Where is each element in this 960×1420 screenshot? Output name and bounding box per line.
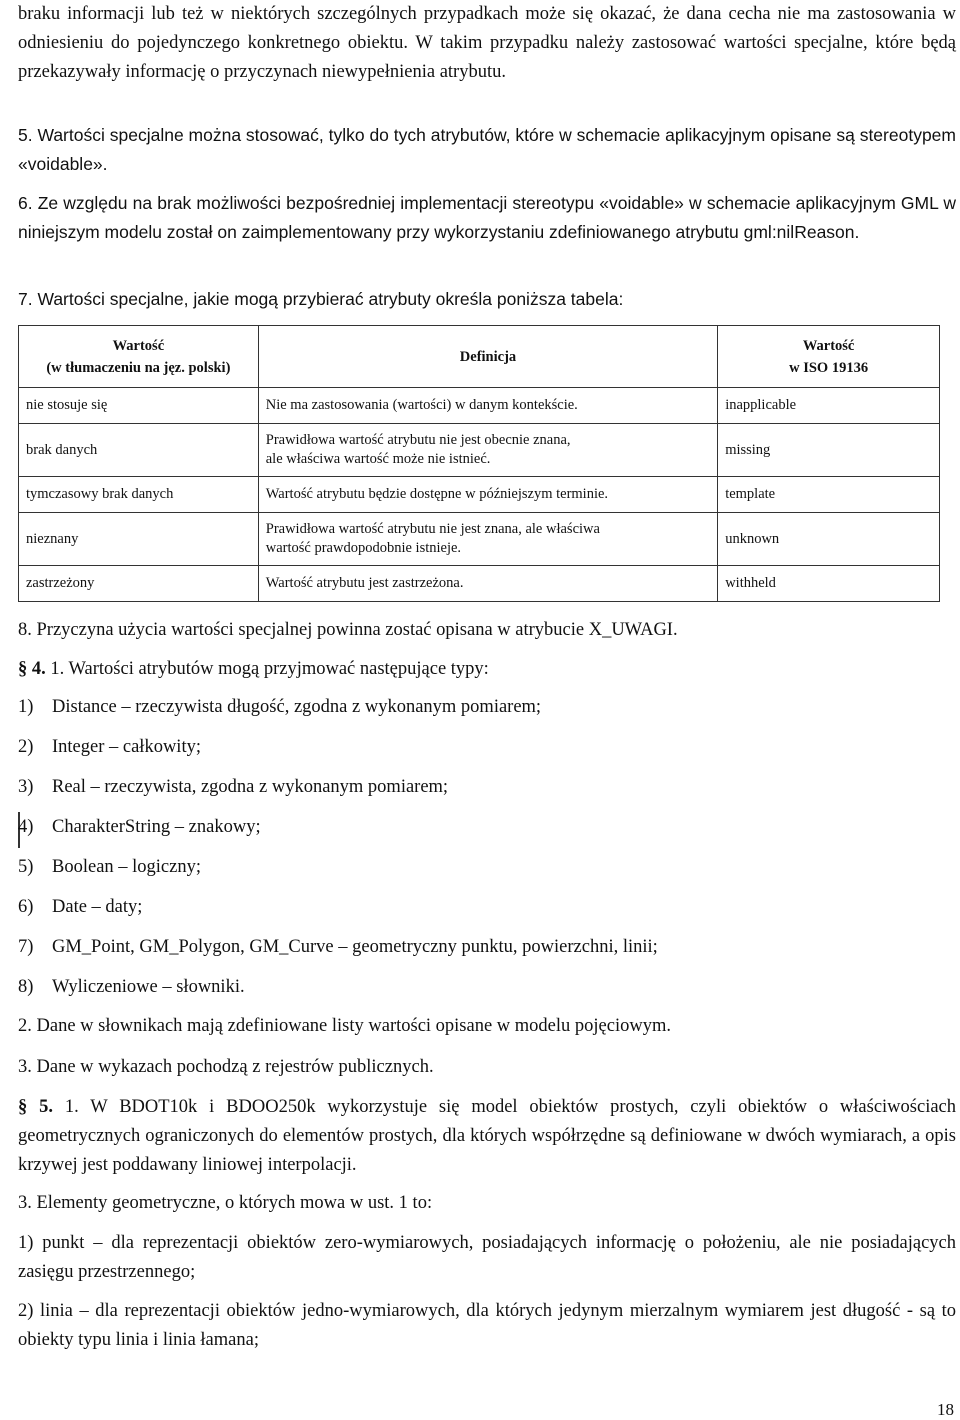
header-definition: Definicja (258, 326, 717, 388)
list-item: 3) Real – rzeczywista, zgodna z wykonanym pomiarem; (18, 777, 449, 797)
paragraph-intro: braku informacji lub też w niektórych szczególnych przypadkach może się okazać, że dana cecha nie ma zastosowania w odniesieniu do pojedynczego konkretnego obiektu. W takim przypadku należy zastosować wartości specjalne, które będą przekazywały informację o przyczynach niewypełnienia atrybutu. (18, 4, 956, 82)
list-item: 6) Date – daty; (18, 897, 143, 917)
cell-definition: Prawidłowa wartość atrybutu nie jest obecnie znana, ale właściwa wartość może nie istnieć. (258, 424, 717, 477)
section-5-paragraph-1: § 5. 1. W BDOT10k i BDOO250k wykorzystuje się model obiektów prostych, czyli obiektów o właściwościach geometrycznych ograniczonych do elementów prostych, dla których współrzędne są definiowane w dwóch wymiarach, a opis krzywej jest poddawany liniowej interpolacji. (18, 1097, 957, 1175)
section-5-item-2: 2) linia – dla reprezentacji obiektów jedno-wymiarowych, dla których jedynym mierzalnym wymiarem jest długość - są to obiekty typu linia i linia łamana; (18, 1301, 956, 1350)
page-number: 18 (937, 1400, 954, 1419)
cell-value-iso: inapplicable (718, 388, 940, 424)
table-row (19, 388, 940, 424)
list-item: 7) GM_Point, GM_Polygon, GM_Curve – geometryczny punktu, powierzchni, linii; (18, 937, 658, 957)
cell-value-pl: zastrzeżony (19, 566, 259, 602)
section-4-mark: § 4. (18, 659, 46, 679)
cell-value-iso: template (718, 477, 940, 513)
list-item: 8) Wyliczeniowe – słowniki. (18, 977, 245, 997)
paragraph-7: 7. Wartości specjalne, jakie mogą przybierać atrybuty określa poniższa tabela: (18, 289, 624, 309)
section-5-paragraph-3: 3. Elementy geometryczne, o których mowa w ust. 1 to: (18, 1193, 433, 1213)
table-row (19, 513, 940, 566)
list-item: 1) Distance – rzeczywista długość, zgodna z wykonanym pomiarem; (18, 697, 542, 717)
cell-value-iso: unknown (718, 513, 940, 566)
special-values-table (18, 325, 940, 602)
header-value-pl: Wartość (w tłumaczeniu na jęz. polski) (19, 326, 259, 388)
paragraph-5: 5. Wartości specjalne można stosować, tylko do tych atrybutów, które w schemacie aplikacyjnym opisane są stereotypem «voidable». (18, 125, 956, 174)
cell-definition: Nie ma zastosowania (wartości) w danym kontekście. (258, 388, 717, 424)
table-row (19, 477, 940, 513)
paragraph-6: 6. Ze względu na brak możliwości bezpośredniej implementacji stereotypu «voidable» w schemacie aplikacyjnym GML w niniejszym modelu został on zaimplementowany przy wykorzystaniu zdefiniowanego atrybutu gml:nilReason. (18, 193, 956, 242)
list-item: 4) CharakterString – znakowy; (18, 817, 261, 837)
list-item: 2) Integer – całkowity; (18, 737, 201, 757)
cell-value-pl: brak danych (19, 424, 259, 477)
section-4-paragraph-3: 3. Dane w wykazach pochodzą z rejestrów publicznych. (18, 1057, 434, 1077)
paragraph-8: 8. Przyczyna użycia wartości specjalnej powinna zostać opisana w atrybucie X_UWAGI. (18, 620, 678, 640)
cell-value-iso: missing (718, 424, 940, 477)
table-row (19, 566, 940, 602)
cell-value-iso: withheld (718, 566, 940, 602)
cell-value-pl: nie stosuje się (19, 388, 259, 424)
section-4-paragraph-2: 2. Dane w słownikach mają zdefiniowane listy wartości opisane w modelu pojęciowym. (18, 1016, 671, 1036)
table-header-row (19, 326, 940, 388)
cell-value-pl: tymczasowy brak danych (19, 477, 259, 513)
section-4-intro: § 4. 1. Wartości atrybutów mogą przyjmować następujące typy: (18, 659, 489, 679)
section-5-mark: § 5. (18, 1097, 53, 1117)
cell-value-pl: nieznany (19, 513, 259, 566)
header-value-iso: Wartość w ISO 19136 (718, 326, 940, 388)
cell-definition: Wartość atrybutu jest zastrzeżona. (258, 566, 717, 602)
cell-definition: Wartość atrybutu będzie dostępne w późniejszym terminie. (258, 477, 717, 513)
section-5-item-1: 1) punkt – dla reprezentacji obiektów zero-wymiarowych, posiadających informację o położeniu, ale nie posiadających zasięgu przestrzennego; (18, 1233, 956, 1282)
table-row (19, 424, 940, 477)
list-item: 5) Boolean – logiczny; (18, 857, 201, 877)
cell-definition: Prawidłowa wartość atrybutu nie jest znana, ale właściwa wartość prawdopodobnie istnieje. (258, 513, 717, 566)
